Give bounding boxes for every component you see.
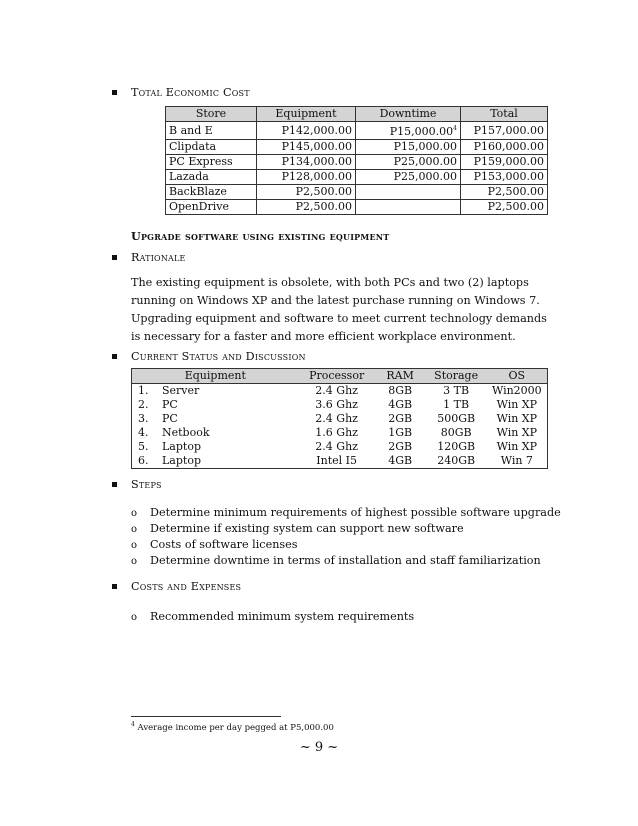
row-number: 1. [138,384,149,397]
table-cell: Win 7 [500,454,533,467]
table-cell: P15,000.00 [356,140,461,155]
table-cell: Win XP [496,398,538,411]
table-cell: Laptop [162,454,201,467]
table-row [132,398,548,412]
table-cell: 240GB [437,454,476,467]
footnote-marker: 4 [131,721,135,728]
table-cell: Clipdata [166,140,257,155]
list-item: Costs of software licenses [150,538,298,551]
sub-bullet-icon: o [131,540,138,551]
list-item: Determine if existing system can support new software [150,522,464,535]
table-cell: Lazada [166,170,257,185]
table-cell: 4GB [388,454,413,467]
table-cell: 8GB [388,384,413,397]
row-number: 4. [138,426,149,439]
table-cell: P25,000.00 [356,155,461,170]
table-cell: PC [162,398,178,411]
column-header: RAM [375,369,426,384]
table-row [132,454,548,469]
table-cell: 3.6 Ghz [315,398,358,411]
table-row [166,155,548,170]
page-number: ~ 9 ~ [299,740,339,755]
table-row [132,384,548,399]
table-cell-text: P15,000.00 [389,125,454,138]
table-cell: Win XP [496,440,538,453]
bullet-icon [112,482,117,487]
column-header: Processor [299,369,375,384]
table-cell: 2.4 Ghz [315,412,358,425]
table-cell: Netbook [162,426,210,439]
table-cell: Win XP [496,412,538,425]
table-cell: Win XP [496,426,538,439]
table-row [166,170,548,185]
table-header-row [132,369,548,384]
table-cell: P2,500.00 [461,185,548,200]
table-cell: 4GB [388,398,413,411]
row-number: 6. [138,454,149,467]
bullet-icon [112,90,117,95]
column-header: Equipment [257,107,356,122]
footnote-reference: 4 [453,125,457,132]
table-cell: P142,000.00 [257,122,356,140]
table-cell: 1.6 Ghz [315,426,358,439]
table-cell: 2.4 Ghz [315,384,358,397]
table-cell: 3 TB [443,384,470,397]
total-economic-cost-table [165,106,548,215]
sub-bullet-icon: o [131,524,138,535]
table-cell: OpenDrive [166,200,257,215]
column-header: OS [487,369,548,384]
table-cell: P128,000.00 [257,170,356,185]
column-header: Store [166,107,257,122]
table-cell: P159,000.00 [461,155,548,170]
footnote-divider [131,716,281,717]
sub-bullet-icon: o [131,556,138,567]
section-heading-steps: Steps [131,478,162,491]
table-cell: P157,000.00 [461,122,548,140]
list-item: Recommended minimum system requirements [150,610,415,623]
table-cell: P2,500.00 [257,185,356,200]
table-row [166,185,548,200]
table-row [132,440,548,454]
table-cell: B and E [166,122,257,140]
table-header-row [166,107,548,122]
row-number: 2. [138,398,149,411]
footnote-text: Average income per day pegged at P5,000.00 [137,723,334,733]
sub-bullet-icon: o [131,612,138,623]
table-row [132,412,548,426]
row-number: 3. [138,412,149,425]
bullet-icon [112,255,117,260]
list-item: Determine downtime in terms of installation and staff familiarization [150,554,541,567]
table-cell: P153,000.00 [461,170,548,185]
column-header: Downtime [356,107,461,122]
table-cell: P25,000.00 [356,170,461,185]
table-row [166,200,548,215]
table-cell: 2GB [388,412,413,425]
table-cell [356,122,461,140]
table-cell: Laptop [162,440,201,453]
table-cell: 2.4 Ghz [315,440,358,453]
table-cell [356,185,461,200]
section-heading-total-economic-cost: Total Economic Cost [131,86,250,99]
table-cell: P2,500.00 [461,200,548,215]
table-cell: P160,000.00 [461,140,548,155]
table-cell: 500GB [437,412,476,425]
table-cell: P145,000.00 [257,140,356,155]
table-cell: 1GB [388,426,413,439]
section-heading-current-status: Current Status and Discussion [131,350,306,363]
section-heading-upgrade: Upgrade software using existing equipment [131,229,390,243]
table-cell: PC Express [166,155,257,170]
table-cell: 80GB [440,426,472,439]
rationale-paragraph: The existing equipment is obsolete, with both PCs and two (2) laptops running on Windows XP and the latest purchase running on Windows 7. Upgrading equipment and software to meet current technology demands is necessary for a faster and more efficient workplace environment. [131,276,547,343]
bullet-icon [112,354,117,359]
section-heading-costs: Costs and Expenses [131,580,242,593]
table-cell: BackBlaze [166,185,257,200]
table-cell: 120GB [437,440,476,453]
footnote [131,721,334,733]
table-row [132,426,548,440]
table-cell: Win2000 [491,384,542,397]
table-cell [356,200,461,215]
table-cell: P2,500.00 [257,200,356,215]
table-cell: Intel I5 [316,454,357,467]
table-cell: P134,000.00 [257,155,356,170]
table-cell: Server [162,384,200,397]
column-header: Storage [426,369,487,384]
table-row [166,122,548,140]
equipment-table [131,368,548,469]
list-item: Determine minimum requirements of highest possible software upgrade [150,506,561,519]
table-cell: PC [162,412,178,425]
column-header: Total [461,107,548,122]
section-heading-rationale: Rationale [131,251,186,264]
column-header: Equipment [132,369,299,384]
table-row [166,140,548,155]
table-cell: 1 TB [443,398,470,411]
sub-bullet-icon: o [131,508,138,519]
table-cell: 2GB [388,440,413,453]
row-number: 5. [138,440,149,453]
bullet-icon [112,584,117,589]
